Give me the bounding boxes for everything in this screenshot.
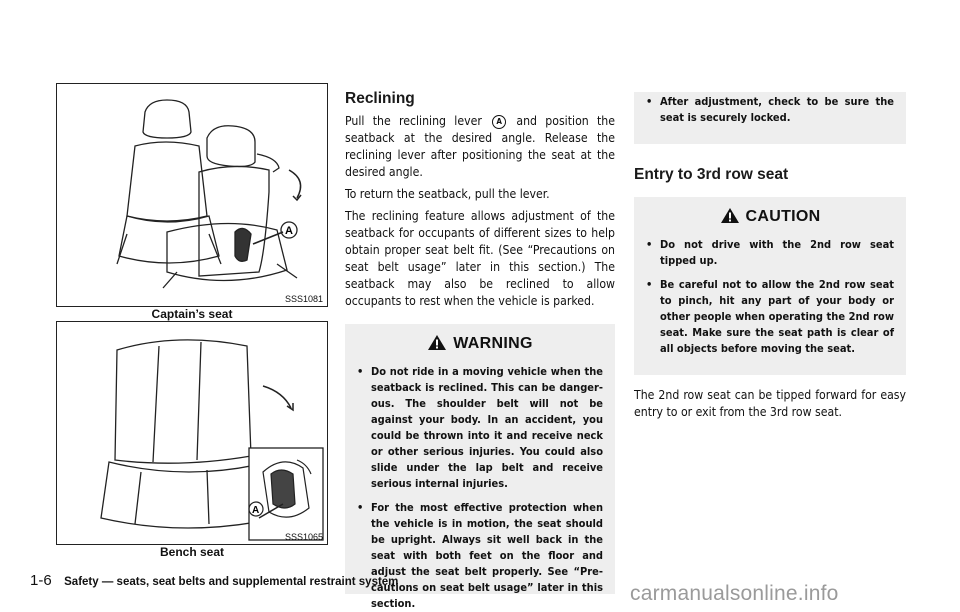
bullet-icon: •: [646, 95, 653, 108]
bench-seat-illustration: [57, 322, 327, 544]
caution-item-text: Do not drive with the 2nd row seat tipped up.: [660, 238, 894, 267]
page-footer: [30, 572, 398, 590]
warning-item: [357, 500, 603, 612]
reclining-p1-start: Pull the reclining lever: [345, 114, 482, 128]
warning-item-text: For the most effective protection when the vehicle is in motion, the seat should be upright. Always sit well back in the seat with both feet on the floor and adjust the seat belt properly. See “Pre- cautions on seat belt usage” later in this section.: [371, 501, 603, 610]
captains-seat-caption: Captain’s seat: [151, 307, 233, 321]
reclining-heading: Reclining: [345, 90, 415, 107]
reclining-paragraph-1: [345, 113, 615, 181]
warning-title-text: WARNING: [453, 335, 533, 352]
caution-item: [646, 237, 894, 269]
warning-triangle-icon: [427, 334, 447, 351]
caution-title-text: CAUTION: [745, 208, 821, 225]
figure-id-captains-seat: SSS1081: [284, 294, 323, 304]
warning-continued-box: [634, 92, 906, 144]
caution-item: [646, 277, 894, 357]
captains-seat-figure: [56, 83, 328, 307]
warning-title: [357, 334, 603, 352]
entry-column: [634, 92, 906, 426]
warning-item-text: After adjustment, check to be sure the seat is securely locked.: [660, 95, 894, 124]
entry-paragraph: The 2nd row seat can be tipped forward for easy entry to or exit from the 3rd row seat.: [634, 388, 906, 419]
reclining-paragraph-2: To return the seatback, pull the lever.: [345, 187, 550, 201]
caution-item-text: Be careful not to allow the 2nd row seat to pinch, hit any part of your body or other people when operating the 2nd row seat. Make sure the seat path is clear of all objects before moving the seat.: [660, 278, 894, 355]
bench-seat-marker: A: [252, 505, 260, 516]
captains-seat-marker: A: [285, 225, 293, 237]
bullet-icon: •: [646, 278, 653, 291]
warning-box: [345, 324, 615, 610]
reclining-p1-end: and position the seatback at the desired angle. Release the reclining lever after positioning the seat at the desired angle.: [345, 114, 615, 179]
bench-seat-caption: Bench seat: [159, 545, 225, 559]
caution-title: [646, 207, 894, 225]
entry-heading: Entry to 3rd row seat: [634, 166, 789, 183]
warning-item: [357, 364, 603, 492]
bullet-icon: •: [646, 238, 653, 251]
captains-seat-illustration: [57, 84, 327, 306]
figure-id-bench-seat: SSS1065: [284, 532, 323, 542]
bench-seat-figure: [56, 321, 328, 545]
warning-item-text: Do not ride in a moving vehicle when the seatback is reclined. This can be danger- ous. The shoulder belt will not be against your body. In an accident, you could be thrown into it and receive neck or other serious injuries. You could also slide under the lap belt and receive serious internal injuries.: [371, 365, 603, 490]
warning-item: [646, 94, 894, 126]
caution-box: [634, 197, 906, 375]
bullet-icon: •: [357, 501, 364, 514]
page-number: 1-6: [30, 572, 52, 589]
reclining-paragraph-3: The reclining feature allows adjustment of the seatback for occupants of different sizes to help obtain proper seat belt fit. (See “Precautions on seat belt usage” later in this section.) The seatback may also be reclined to allow occupants to rest when the vehicle is parked.: [345, 209, 615, 308]
section-title: Safety — seats, seat belts and supplemental restraint system: [64, 576, 399, 588]
lever-marker-icon: A: [492, 115, 506, 129]
warning-triangle-icon: [720, 207, 740, 224]
bullet-icon: •: [357, 365, 364, 378]
watermark: carmanualsonline.info: [630, 582, 839, 605]
reclining-column: [345, 90, 615, 610]
